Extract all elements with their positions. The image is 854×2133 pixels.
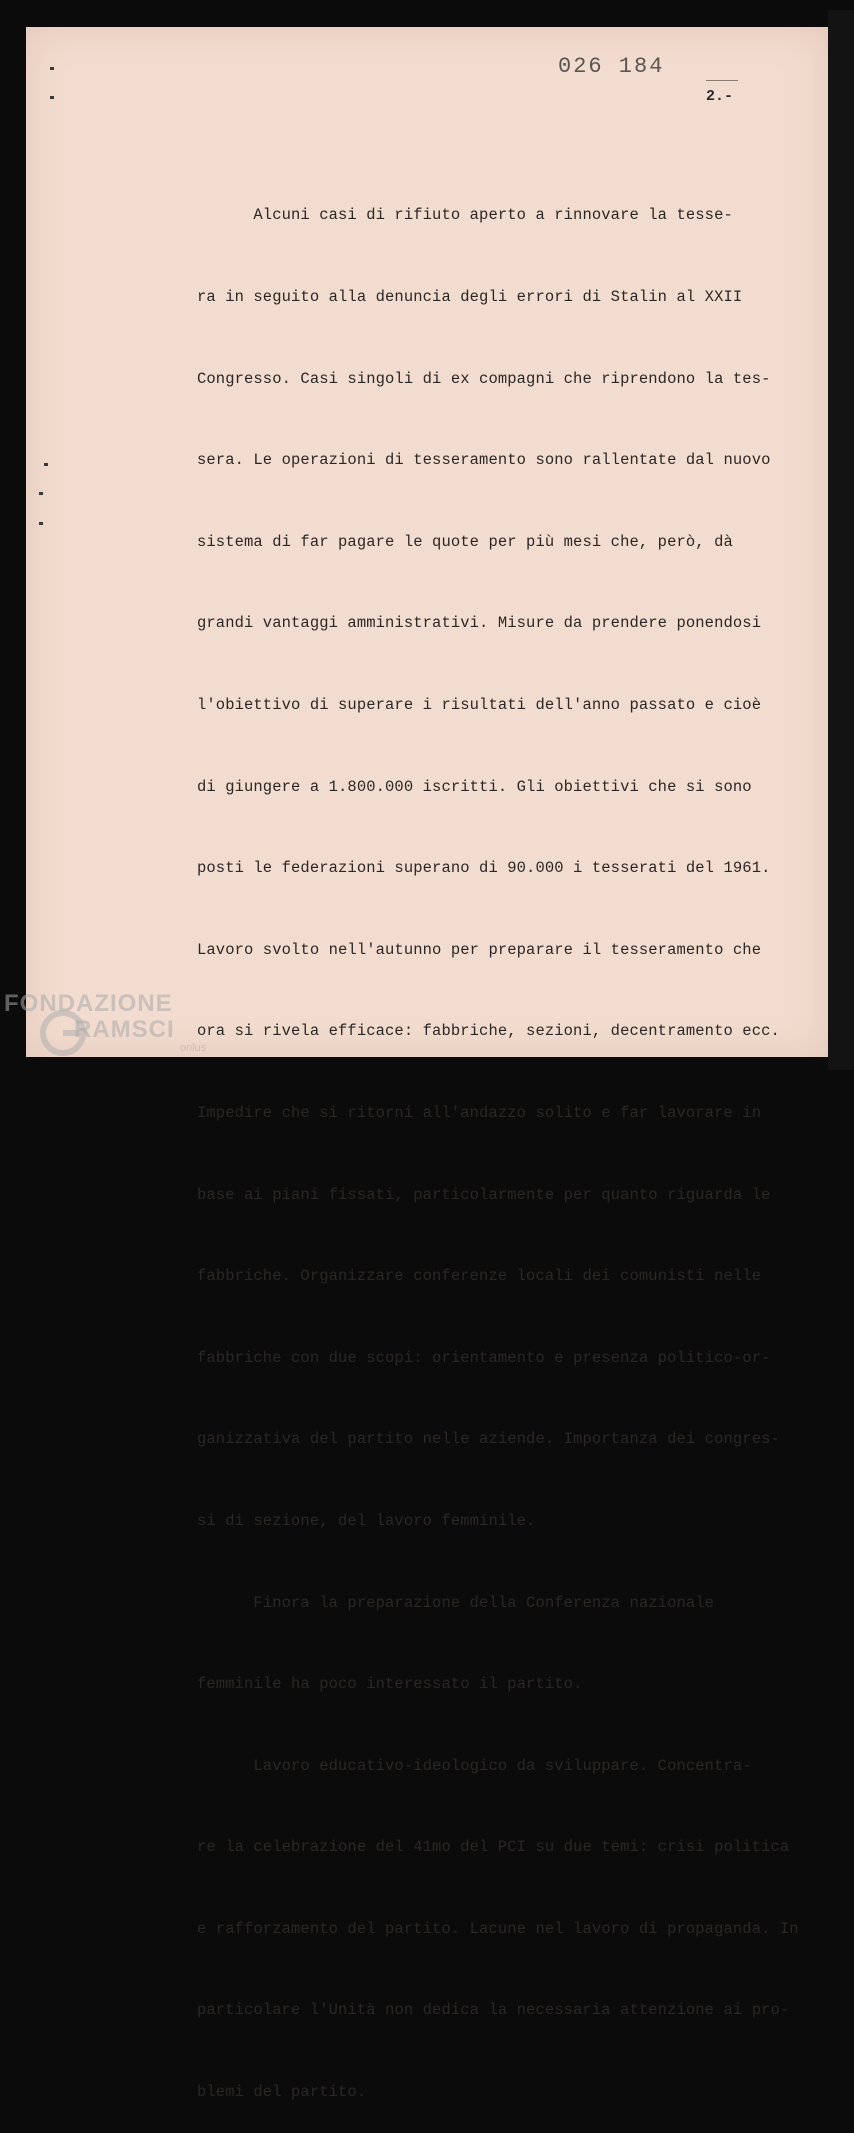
- text-line: Lavoro svolto nell'autunno per preparare il tesseramento che: [197, 940, 762, 959]
- text-line: Finora la preparazione della Conferenza nazionale: [197, 1593, 715, 1612]
- text-line: particolare l'Unità non dedica la necessaria attenzione ai pro-: [197, 2001, 790, 2020]
- scan-border: [828, 10, 854, 1070]
- page-number-rule: [706, 80, 738, 81]
- margin-mark: [39, 492, 43, 495]
- text-line: blemi del partito.: [197, 2083, 367, 2102]
- watermark-line-3: onlus: [180, 1042, 207, 1054]
- text-line: re la celebrazione del 41mo del PCI su due temi: crisi politica: [197, 1838, 790, 1857]
- text-line: Lavoro educativo-ideologico da sviluppare. Concentra-: [197, 1756, 752, 1775]
- margin-mark: [44, 463, 48, 466]
- margin-mark: [50, 96, 54, 99]
- margin-mark: [50, 67, 54, 70]
- text-line: Congresso. Casi singoli di ex compagni che riprendono la tes-: [197, 369, 771, 388]
- text-line: posti le federazioni superano di 90.000 i tesserati del 1961.: [197, 859, 771, 878]
- text-line: fabbriche con due scopi: orientamento e presenza politico-or-: [197, 1348, 771, 1367]
- document-number: 026 184: [558, 54, 665, 79]
- fondazione-gramsci-watermark: [4, 990, 214, 1070]
- text-line: sistema di far pagare le quote per più mesi che, però, dà: [197, 532, 733, 551]
- watermark-line-2: RAMSCI: [74, 1016, 175, 1043]
- typed-body-text: [197, 148, 807, 2133]
- text-line: sera. Le operazioni di tesseramento sono rallentate dal nuovo: [197, 451, 771, 470]
- text-line: femminile ha poco interessato il partito.: [197, 1675, 583, 1694]
- text-line: si di sezione, del lavoro femminile.: [197, 1511, 536, 1530]
- text-line: base ai piani fissati, particolarmente per quanto riguarda le: [197, 1185, 771, 1204]
- text-line: ra in seguito alla denuncia degli errori di Stalin al XXII: [197, 288, 743, 306]
- text-line: ora si rivela efficace: fabbriche, sezioni, decentramento ecc.: [197, 1022, 780, 1041]
- page-number: 2.-: [706, 88, 734, 105]
- text-line: e rafforzamento del partito. Lacune nel lavoro di propaganda. In: [197, 1919, 799, 1938]
- text-line: Impedire che si ritorni all'andazzo solito e far lavorare in: [197, 1103, 762, 1122]
- text-line: Alcuni casi di rifiuto aperto a rinnovare la tesse-: [197, 206, 733, 225]
- text-line: ganizzativa del partito nelle aziende. Importanza dei congres-: [197, 1430, 780, 1449]
- margin-mark: [39, 522, 43, 525]
- watermark-line-1: FONDAZIONE: [4, 990, 173, 1017]
- text-line: l'obiettivo di superare i risultati dell'anno passato e cioè: [197, 695, 762, 714]
- text-line: grandi vantaggi amministrativi. Misure da prendere ponendosi: [197, 614, 762, 633]
- text-line: di giungere a 1.800.000 iscritti. Gli obiettivi che si sono: [197, 777, 752, 796]
- text-line: fabbriche. Organizzare conferenze locali dei comunisti nelle: [197, 1267, 762, 1286]
